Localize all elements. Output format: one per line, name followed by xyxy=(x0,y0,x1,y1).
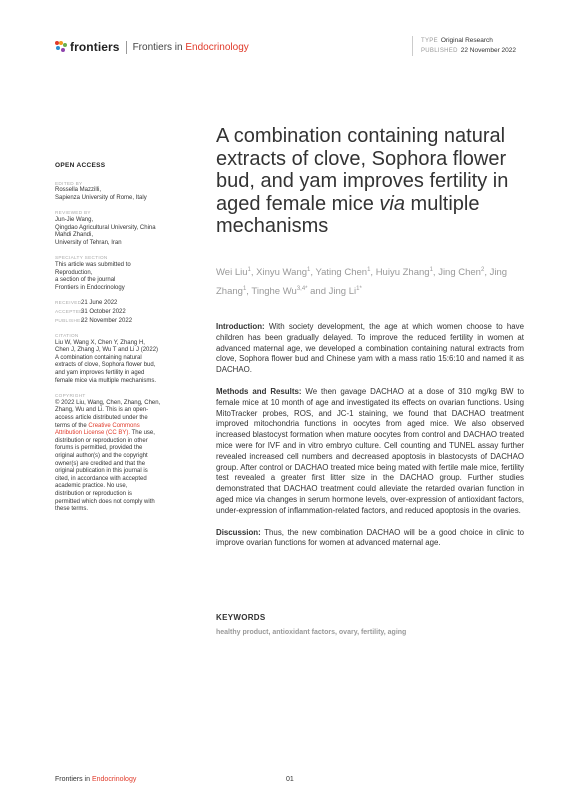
type-value: Original Research xyxy=(440,37,493,44)
keywords-list: healthy product, antioxidant factors, ovary, fertility, aging xyxy=(216,629,407,636)
abstract xyxy=(216,322,524,560)
specialty-section: SPECIALTY SECTION This article was submitted to Reproduction, a section of the journal Frontiers in Endocrinology xyxy=(55,255,131,291)
header-divider xyxy=(126,41,127,54)
author[interactable]: Jing Chen$^2$ xyxy=(438,267,485,279)
brand-name: frontiers xyxy=(70,40,120,54)
frontiers-logo-icon xyxy=(55,41,67,53)
published-label: PUBLISHED xyxy=(421,48,458,54)
article-meta xyxy=(412,36,516,56)
author[interactable]: Huiyu Zhang$^1$ xyxy=(375,267,433,279)
abstract-discussion: Discussion: Thus, the new combination DACHAO will be a good choice in clinic to improve ovarian functions for women at advanced maternal age. xyxy=(216,527,524,548)
published-value: 22 November 2022 xyxy=(460,47,517,54)
author[interactable]: Yating Chen$^1$ xyxy=(315,267,371,279)
page-number: 01 xyxy=(286,776,294,783)
abstract-methods: Methods and Results: We then gavage DACHAO at a dose of 310 mg/kg BW to female mice at 10 month of age and investigated its effects on ovarian functions. Using MitoTracker probes, ROS, and JC-1 staining, we found that DACHAO treatment improved mitochondria functions in oocytes from aged mice. We also observed increased blastocyst formation when mature oocytes from control and DACHAO treated mice were for IVF and in vitro embryo culture. Cell counting and TUNEL assay further revealed increased cell numbers and decreased apoptosis in blastocysts of DACHAO group. After control or DACHAO treated mice being mated with fertile male mice, fertility test revealed a greater first litter size in the DACHAO group. Further studies demonstrated that DACHAO treatment could alleviate the retarded ovarian function in aged mice via changes in serum hormone levels, over-expression of antioxidant factors, under-expression of inflammation-related factors, and reduced apoptosis in the ovaries. xyxy=(216,386,524,515)
abstract-introduction: Introduction: With society development, the age at which women choose to have children has been gradually delayed. To improve the reduced fertility in women at advanced maternal age, we developed a combination containing natural extracts from clove, Sophora flower bud and Chinese yam with a mass ratio 15:6:10 and named it as DACHAO. xyxy=(216,322,524,375)
keywords-heading: KEYWORDS xyxy=(216,613,266,622)
dates: RECEIVED21 June 2022 ACCEPTED31 October 2022 PUBLISHED22 November 2022 xyxy=(55,300,133,324)
author[interactable]: Jing Zhang$^1$ xyxy=(216,267,508,298)
journal-name[interactable]: Frontiers in Endocrinology xyxy=(132,41,249,53)
author-list: Wei Liu$^1$, Xinyu Wang$^1$, Yating Chen$^1$, Huiyu Zhang$^1$, Jing Chen$^2$, Jing Zhang$^1$, Tinghe $Wu^{3,4*}$ and Jing $Li^{1*}$ xyxy=(216,267,508,298)
copyright: COPYRIGHT © 2022 Liu, Wang, Chen, Zhang, Chen, Zhang, Wu and Li. This is an open- access article distributed under the terms of the Creative Commons Attribution License (CC BY). The use, distribution or reproduction in other forums is permitted, provided the original author(s) and the copyright owner(s) are credited and that the original publication in this journal is cited, in accordance with accepted academic practice. No use, distribution or reproduction is permitted which does not comply with these terms. xyxy=(55,393,161,513)
author[interactable]: Tinghe $Wu^{3,4*}$ xyxy=(251,286,308,298)
citation: CITATION Liu W, Wang X, Chen Y, Zhang H, Chen J, Zhang J, Wu T and Li J (2022) A combination containing natural extracts of clove, Sophora flower bud, and yam improves fertility in aged female mice via multiple mechanisms. xyxy=(55,333,159,384)
cc-license-link[interactable]: Creative Commons xyxy=(88,422,140,429)
published-date: 22 November 2022 xyxy=(81,317,133,324)
cc-license-link-2[interactable]: Attribution License (CC BY). xyxy=(55,430,131,437)
sidebar xyxy=(55,162,183,521)
type-label: TYPE xyxy=(421,38,438,44)
article-title: A combination containing natural extracts of clove, Sophora flower bud, and yam improves fertility in aged female mice via multiple mechanisms xyxy=(216,125,509,237)
author[interactable]: Wei Liu$^1$ xyxy=(216,267,251,279)
open-access-label: OPEN ACCESS xyxy=(55,162,106,169)
frontiers-logo[interactable] xyxy=(55,40,249,54)
footer-journal: Frontiers in Endocrinology xyxy=(55,776,137,783)
edited-by: EDITED BY Rossella Mazzilli, Sapienza University of Rome, Italy xyxy=(55,180,147,201)
reviewed-by: REVIEWED BY Jun-Jie Wang, Qingdao Agricultural University, China Mahdi Zhandi, University of Tehran, Iran xyxy=(55,210,156,246)
author[interactable]: Xinyu Wang$^1$ xyxy=(256,267,311,279)
author[interactable]: Jing $Li^{1*}$ xyxy=(328,286,362,298)
received-date: 21 June 2022 xyxy=(81,300,118,307)
accepted-date: 31 October 2022 xyxy=(81,308,126,315)
